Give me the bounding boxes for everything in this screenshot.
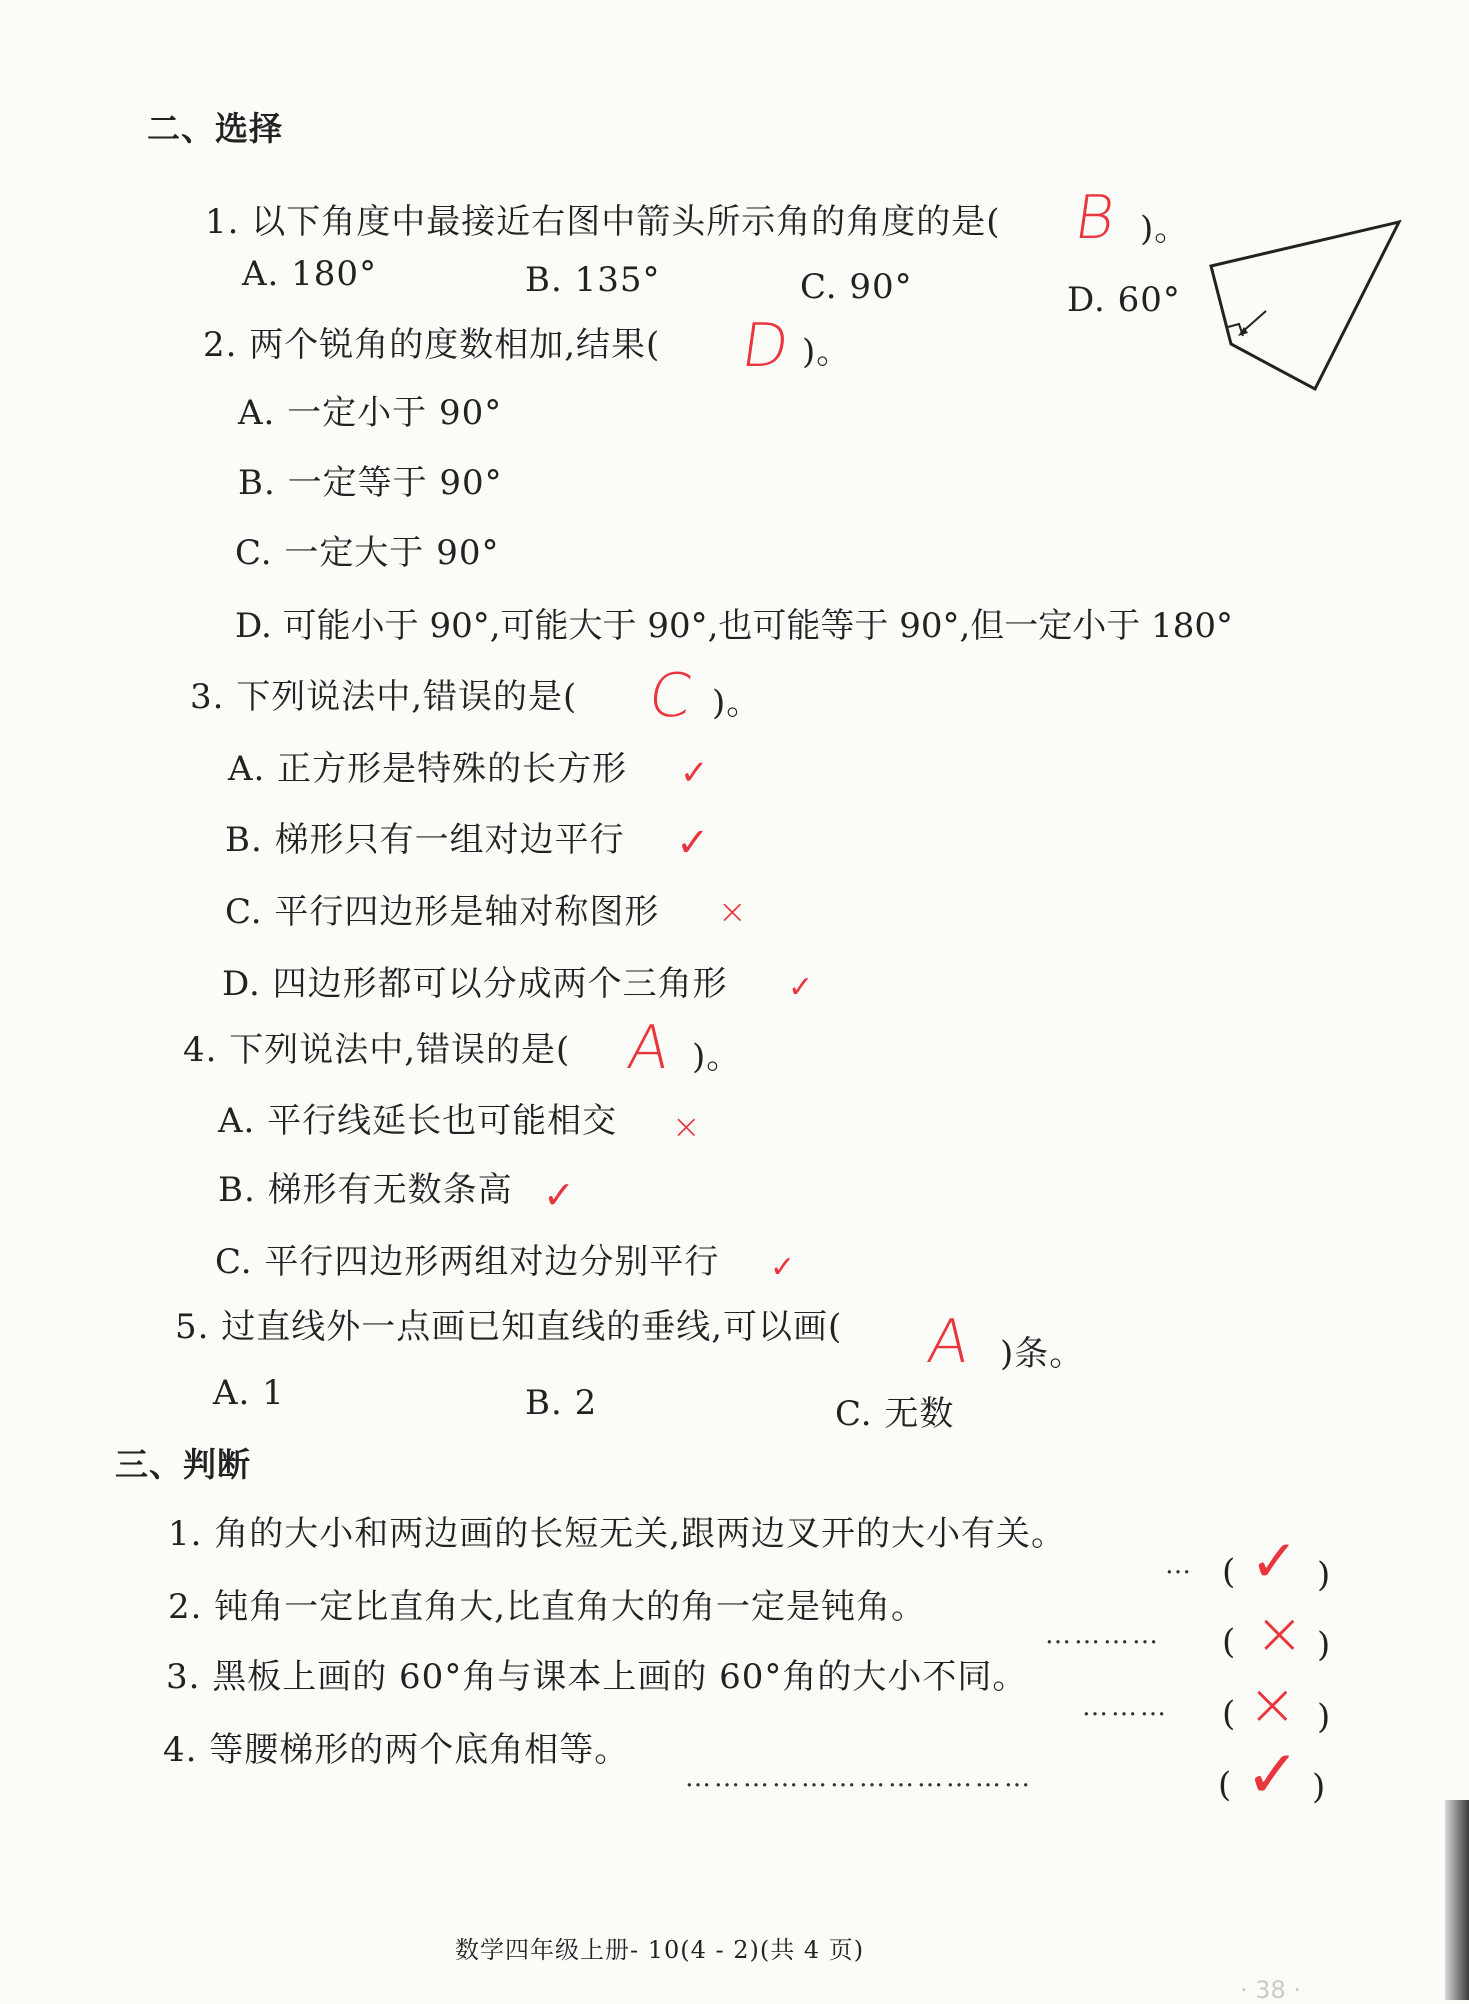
q5-close: )条。 (1000, 1334, 1085, 1374)
judge-item-4-dots: ……………………………… (685, 1763, 1033, 1793)
q4-option-a: A. 平行线延长也可能相交 (218, 1101, 618, 1141)
q2-option-d: D. 可能小于 90°,可能大于 90°,也可能等于 90°,但一定小于 180° (235, 606, 1234, 646)
q2-option-c: C. 一定大于 90° (235, 533, 500, 573)
q5-option-a: A. 1 (213, 1373, 285, 1413)
cross-mark-icon: × (1248, 1670, 1297, 1738)
scan-edge-shadow (1445, 1800, 1469, 2000)
judge-item-4-close: ) (1312, 1767, 1327, 1807)
q1-option-a: A. 180° (242, 254, 378, 294)
q5-option-c: C. 无数 (835, 1394, 955, 1434)
check-mark-icon: ✓ (1250, 1527, 1299, 1595)
judge-item-3-dots: ……… (1082, 1692, 1169, 1722)
judge-item-1-dots: … (1165, 1550, 1194, 1580)
q4-option-b: B. 梯形有无数条高 (218, 1170, 513, 1210)
cross-mark-icon: × (672, 1107, 701, 1147)
q1-option-b: B. 135° (525, 260, 661, 300)
judge-item-4-open: ( (1218, 1765, 1233, 1805)
q3-option-d: D. 四边形都可以分成两个三角形 (222, 964, 728, 1004)
judge-item-4-text: 4. 等腰梯形的两个底角相等。 (163, 1730, 630, 1770)
q5-answer: A (923, 1307, 974, 1377)
q4-stem: 4. 下列说法中,错误的是( (183, 1030, 571, 1070)
judge-item-1-open: ( (1222, 1552, 1237, 1592)
q2-stem: 2. 两个锐角的度数相加,结果( (203, 325, 661, 365)
q1-stem: 1. 以下角度中最接近右图中箭头所示角的角度的是( (205, 202, 1001, 242)
q3-option-b: B. 梯形只有一组对边平行 (225, 820, 625, 860)
q1-close: )。 (1140, 209, 1190, 249)
q3-answer: C (644, 661, 696, 731)
judge-item-2-dots: ………… (1045, 1620, 1161, 1650)
q5-option-b: B. 2 (525, 1383, 598, 1423)
judge-item-2-text: 2. 钝角一定比直角大,比直角大的角一定是钝角。 (168, 1587, 927, 1627)
q3-option-a: A. 正方形是特殊的长方形 (228, 749, 628, 789)
judge-item-1-close: ) (1317, 1555, 1332, 1595)
check-mark-icon: ✓ (1245, 1736, 1301, 1813)
check-mark-icon: ✓ (680, 753, 709, 793)
q2-option-b: B. 一定等于 90° (238, 463, 503, 503)
check-mark-icon: ✓ (770, 1250, 796, 1285)
judge-item-3-close: ) (1317, 1697, 1332, 1737)
judge-item-3-open: ( (1222, 1694, 1237, 1734)
q2-option-a: A. 一定小于 90° (238, 393, 503, 433)
cross-mark-icon: × (1255, 1599, 1304, 1667)
footer-text: 数学四年级上册- 10(4 - 2)(共 4 页) (455, 1936, 865, 1964)
q3-stem: 3. 下列说法中,错误的是( (190, 677, 578, 717)
q4-option-c: C. 平行四边形两组对边分别平行 (215, 1242, 720, 1282)
cross-mark-icon: × (718, 892, 747, 932)
q5-stem: 5. 过直线外一点画已知直线的垂线,可以画( (175, 1307, 843, 1347)
q4-close: )。 (692, 1037, 742, 1077)
q2-answer: D (737, 311, 794, 381)
q2-close: )。 (802, 332, 852, 372)
q1-option-c: C. 90° (800, 267, 913, 307)
quadrilateral-figure (1200, 215, 1410, 400)
section-title-judgement: 三、判断 (115, 1445, 251, 1484)
section-title-choice: 二、选择 (147, 109, 283, 148)
page-number: · 38 · (1240, 1976, 1302, 2004)
check-mark-icon: ✓ (676, 820, 710, 866)
judge-item-2-open: ( (1222, 1622, 1237, 1662)
q1-answer: B (1070, 183, 1120, 253)
q3-close: )。 (712, 683, 762, 723)
q4-answer: A (623, 1013, 674, 1083)
judge-item-2-close: ) (1317, 1625, 1332, 1665)
check-mark-icon: ✓ (543, 1173, 575, 1217)
judge-item-3-text: 3. 黑板上画的 60°角与课本上画的 60°角的大小不同。 (166, 1657, 1028, 1697)
judge-item-1-text: 1. 角的大小和两边画的长短无关,跟两边叉开的大小有关。 (168, 1514, 1067, 1554)
check-mark-icon: ✓ (788, 970, 814, 1005)
q3-option-c: C. 平行四边形是轴对称图形 (225, 892, 660, 932)
q1-option-d: D. 60° (1067, 280, 1181, 320)
